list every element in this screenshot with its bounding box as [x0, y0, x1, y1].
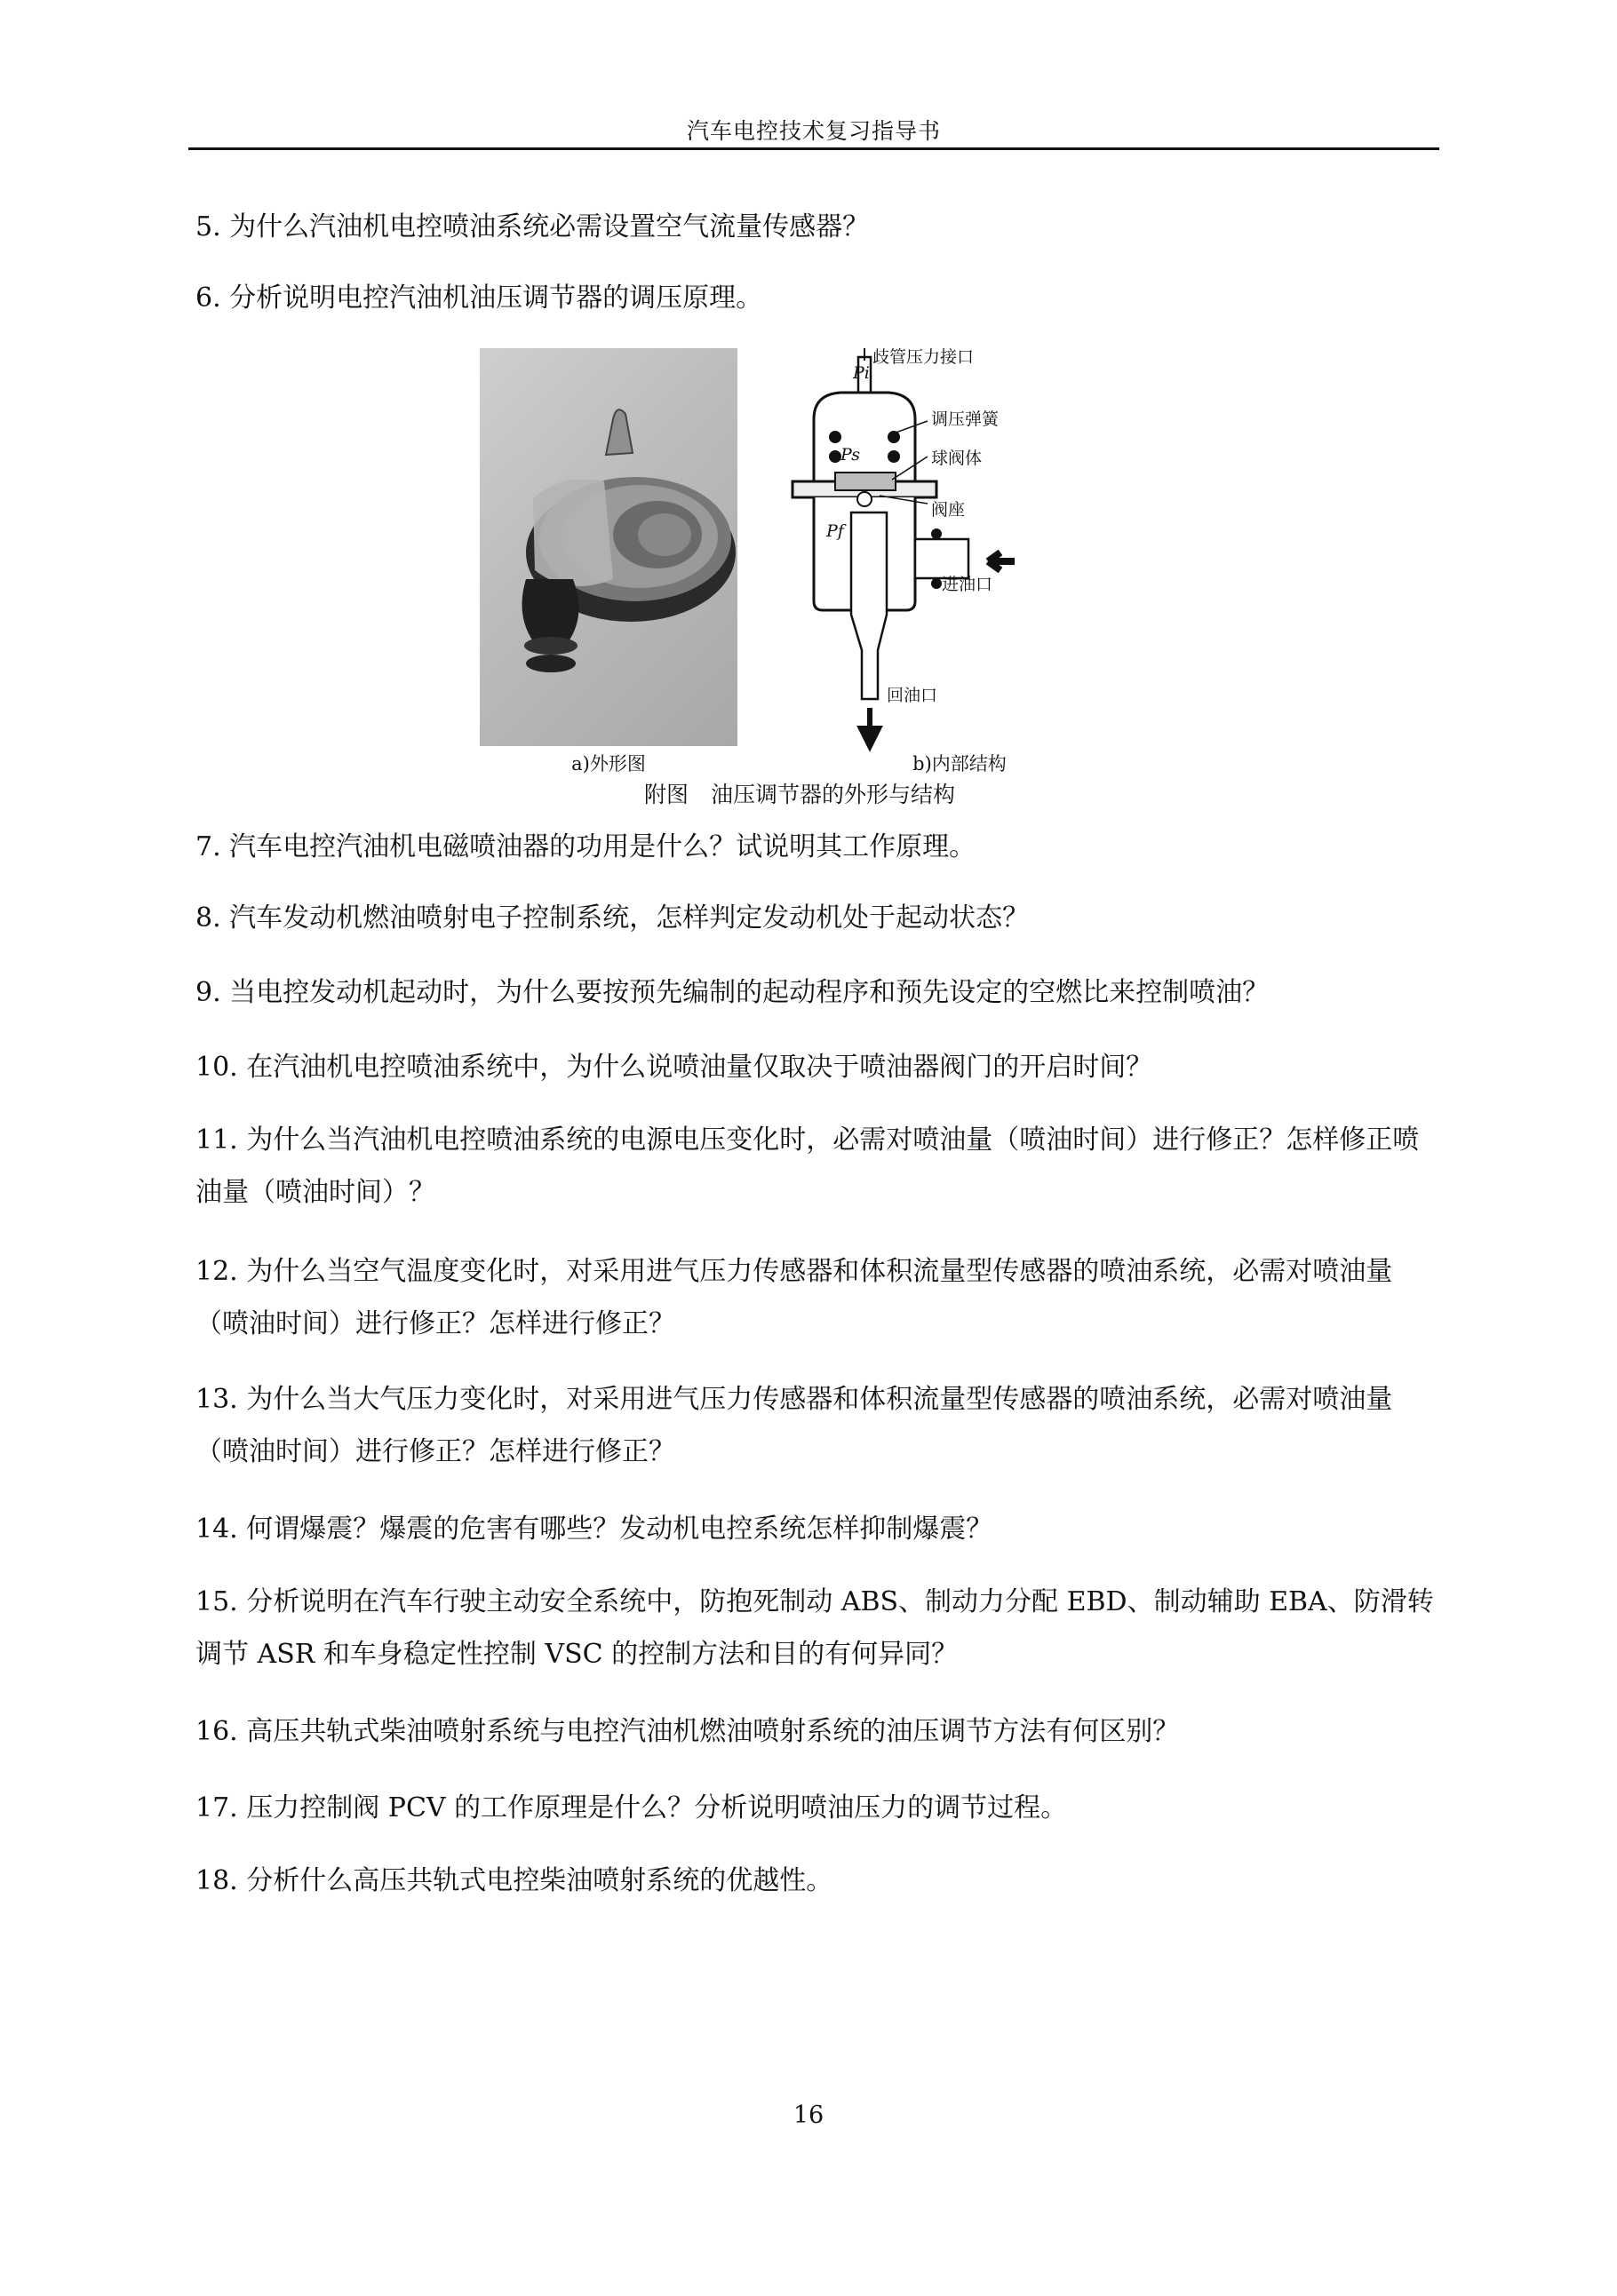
- question-14: 14. 何谓爆震？爆震的危害有哪些？发动机电控系统怎样抑制爆震？: [195, 1513, 993, 1545]
- regulator-cross-section: [782, 348, 1137, 766]
- label-spring: 调压弹簧: [931, 409, 1000, 429]
- regulator-photo: [480, 348, 737, 746]
- label-manifold-port: 歧管压力接口: [872, 348, 975, 367]
- page-number: 16: [793, 2101, 824, 2129]
- question-12: 12. 为什么当空气温度变化时，对采用进气压力传感器和体积流量型传感器的喷油系统，必需对喷油量（喷油时间）进行修正？怎样进行修正？: [195, 1256, 1393, 1339]
- label-valve-seat: 阀座: [931, 500, 966, 520]
- regulator-photo-drawing: [480, 348, 737, 746]
- question-18: 18. 分析什么高压共轨式电控柴油喷射系统的优越性。: [195, 1865, 833, 1896]
- question-6: 6. 分析说明电控汽油机油压调节器的调压原理。: [195, 282, 763, 314]
- caption-internal: b)内部结构: [912, 753, 1007, 775]
- label-p-s: Ps: [840, 445, 861, 465]
- question-11: 11. 为什么当汽油机电控喷油系统的电源电压变化时，必需对喷油量（喷油时间）进行修正？怎样修正喷油量（喷油时间）？: [195, 1124, 1420, 1208]
- figure-fuel-pressure-regulator: [480, 348, 1119, 817]
- question-17: 17. 压力控制阀 PCV 的工作原理是什么？分析说明喷油压力的调节过程。: [195, 1792, 1068, 1823]
- figure-title: 附图 油压调节器的外形与结构: [643, 782, 955, 807]
- question-16: 16. 高压共轨式柴油喷射系统与电控汽油机燃油喷射系统的油压调节方法有何区别？: [195, 1716, 1180, 1747]
- question-13: 13. 为什么当大气压力变化时，对采用进气压力传感器和体积流量型传感器的喷油系统，必需对喷油量（喷油时间）进行修正？怎样进行修正？: [195, 1384, 1393, 1467]
- header-rule: [188, 147, 1439, 150]
- label-return: 回油口: [887, 686, 938, 705]
- question-7: 7. 汽车电控汽油机电磁喷油器的功用是什么？试说明其工作原理。: [195, 831, 976, 862]
- caption-appearance: a)外形图: [571, 753, 646, 775]
- question-8: 8. 汽车发动机燃油喷射电子控制系统，怎样判定发动机处于起动状态？: [195, 902, 1030, 933]
- question-5: 5. 为什么汽油机电控喷油系统必需设置空气流量传感器？: [195, 211, 870, 242]
- question-9: 9. 当电控发动机起动时，为什么要按预先编制的起动程序和预先设定的空燃比来控制喷油？: [195, 977, 1270, 1008]
- question-10: 10. 在汽油机电控喷油系统中，为什么说喷油量仅取决于喷油器阀门的开启时间？: [195, 1052, 1153, 1083]
- question-15: 15. 分析说明在汽车行驶主动安全系统中，防抱死制动 ABS、制动力分配 EBD、制动辅助 EBA、防滑转调节 ASR 和车身稳定性控制 VSC 的控制方法和目的有何异同？: [195, 1586, 1434, 1670]
- running-header: 汽车电控技术复习指导书: [686, 118, 941, 144]
- label-p-i: Pi: [853, 363, 870, 383]
- label-inlet: 进油口: [942, 575, 993, 594]
- label-p-f: Pf: [826, 521, 844, 541]
- label-ball-valve: 球阀体: [931, 449, 983, 468]
